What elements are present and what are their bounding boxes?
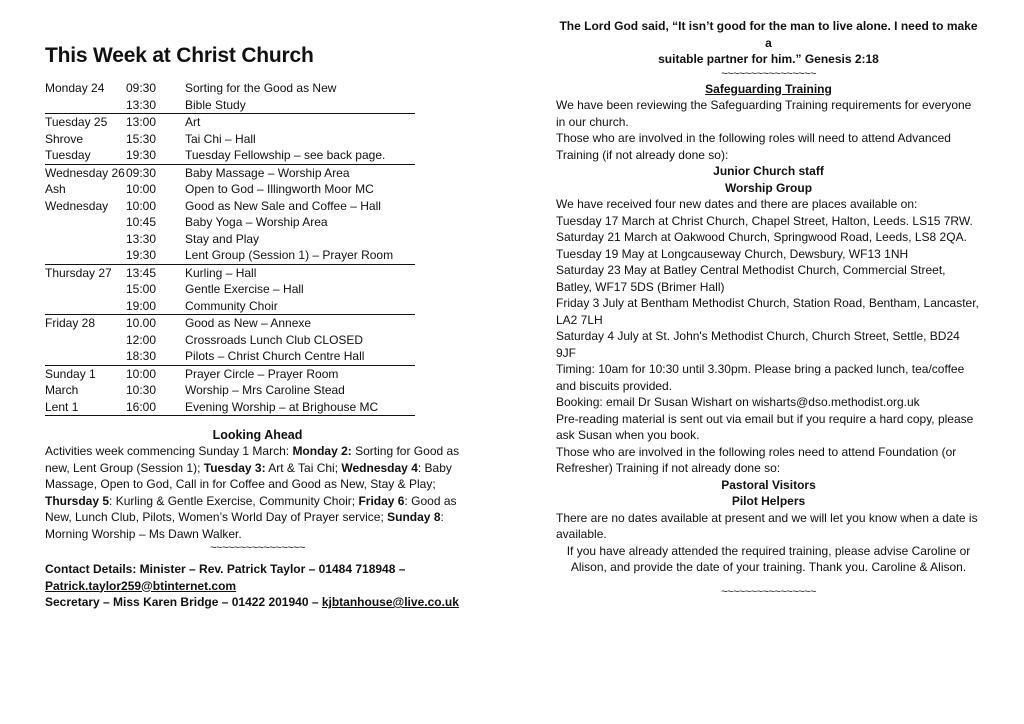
- right-page: [556, 18, 981, 599]
- schedule-time: 10:00: [126, 366, 157, 381]
- dates-intro: We have received four new dates and there are places available on:: [556, 197, 918, 211]
- schedule-day: Tuesday 25: [45, 115, 108, 129]
- schedule-event: Baby Yoga – Worship Area: [185, 215, 328, 229]
- booking-text: Booking: email Dr Susan Wishart on wisharts@dso.methodist.org.uk: [556, 395, 920, 409]
- day-label: Sunday 8: [387, 510, 441, 524]
- training-date: Saturday 23 May at Batley Central Methodist Church, Commercial Street, Batley, WF17 5DS (Brimer Hall): [556, 263, 946, 294]
- schedule-row: [45, 164, 415, 181]
- schedule-day: [45, 332, 126, 349]
- role-worship-group: Worship Group: [724, 180, 813, 195]
- schedule-day: Shrove: [45, 131, 84, 146]
- training-date: Saturday 21 March at Oakwood Church, Springwood Road, Leeds, LS8 2QA.: [556, 230, 967, 244]
- safeguarding-heading: Safeguarding Training: [705, 81, 832, 96]
- schedule-event: Open to God – Illingworth Moor MC: [185, 182, 374, 196]
- looking-ahead-text: [45, 443, 470, 542]
- schedule-time: 16:00: [126, 399, 185, 416]
- schedule-time: 13:00: [126, 115, 157, 129]
- schedule-event: Gentle Exercise – Hall: [185, 282, 304, 296]
- schedule-row: [45, 247, 415, 264]
- looking-ahead-heading: Looking Ahead: [212, 428, 303, 442]
- schedule-day: Tuesday: [45, 147, 126, 164]
- schedule-event: Worship – Mrs Caroline Stead: [185, 383, 345, 397]
- schedule-event: Pilots – Christ Church Centre Hall: [185, 348, 415, 365]
- role-pastoral-visitors: Pastoral Visitors: [721, 477, 816, 492]
- schedule-time: 13:30: [126, 97, 185, 114]
- schedule-event: Community Choir: [185, 298, 415, 315]
- schedule-day: [45, 348, 126, 365]
- schedule-row: [45, 382, 415, 399]
- role-pilot-helpers: Pilot Helpers: [731, 494, 806, 508]
- verse-line-2: suitable partner for him.” Genesis 2:18: [658, 52, 879, 66]
- schedule-time: 10:00: [126, 182, 157, 196]
- training-date: Friday 3 July at Bentham Methodist Church, Station Road, Bentham, Lancaster, LA2 7LH: [556, 296, 979, 327]
- verse-line-1: The Lord God said, “It isn’t good for the man to live alone. I need to make a: [559, 19, 978, 50]
- schedule-time: 13:30: [126, 231, 157, 246]
- day-label: Thursday 5: [45, 493, 110, 508]
- day-label: Friday 6: [358, 493, 405, 508]
- weekly-schedule-table: [45, 80, 415, 416]
- schedule-event: Lent Group (Session 1) – Prayer Room: [185, 247, 415, 264]
- intro-text: We have been reviewing the Safeguarding Training requirements for everyone in our church.: [556, 98, 972, 129]
- schedule-row: [45, 131, 415, 148]
- schedule-day: Monday 24: [45, 81, 105, 95]
- schedule-time: 10:45: [126, 215, 157, 229]
- schedule-event: Tuesday Fellowship – see back page.: [185, 147, 415, 164]
- day-label: Wednesday 4: [341, 460, 418, 475]
- minister-email-link[interactable]: Patrick.taylor259@btinternet.com: [45, 578, 237, 593]
- schedule-time: 15:30: [126, 131, 157, 146]
- schedule-day: Sunday 1: [45, 366, 96, 381]
- schedule-day: [45, 247, 126, 264]
- schedule-event: Bible Study: [185, 97, 415, 114]
- activity-text: : Good as New, Lunch Club, Pilots, Women’s World Day of Prayer service;: [45, 493, 457, 524]
- foundation-training-text: Those who are involved in the following roles need to attend Foundation (or Refresher) Training if not already done so:: [556, 444, 957, 475]
- schedule-event: Tai Chi – Hall: [185, 131, 256, 146]
- activity-text: Activities week commencing Sunday 1 March:: [45, 444, 293, 458]
- schedule-day: Wednesday: [45, 198, 109, 213]
- schedule-row: [45, 332, 415, 349]
- schedule-time: 19:30: [126, 147, 185, 164]
- training-dates-list: [556, 213, 981, 362]
- contact-minister-line: Contact Details: Minister – Rev. Patrick Taylor – 01484 718948 –: [45, 562, 406, 576]
- schedule-time: 13:45: [126, 265, 157, 280]
- schedule-time: 18:30: [126, 348, 185, 365]
- training-date: Saturday 4 July at St. John's Methodist Church, Church Street, Settle, BD24 9JF: [556, 329, 960, 360]
- schedule-time: 10:30: [126, 383, 157, 397]
- schedule-event: Sorting for the Good as New: [185, 81, 337, 95]
- divider: ~~~~~~~~~~~~~~~~: [721, 67, 816, 80]
- schedule-event: Good as New – Annexe: [185, 316, 312, 330]
- schedule-day: Lent 1: [45, 399, 126, 416]
- schedule-day: Ash: [45, 182, 66, 196]
- prereading-text: Pre-reading material is sent out via email but if you require a hard copy, please ask Susan when you book.: [556, 411, 974, 442]
- training-date: Tuesday 19 May at Longcauseway Church, Dewsbury, WF13 1NH: [556, 246, 909, 261]
- schedule-time: 09:30: [126, 81, 157, 95]
- schedule-event: Evening Worship – at Brighouse MC: [185, 399, 415, 416]
- day-label: Monday 2:: [292, 444, 352, 458]
- schedule-day: [45, 214, 126, 231]
- secretary-text: Secretary – Miss Karen Bridge – 01422 201940 –: [45, 595, 322, 609]
- schedule-day: Friday 28: [45, 316, 96, 330]
- contact-details: [45, 561, 470, 611]
- schedule-time: 10.00: [126, 316, 157, 330]
- closing-text: If you have already attended the required training, please advise Caroline or Alison, and provide the date of your training. Thank you. Caroline & Alison.: [566, 543, 971, 574]
- schedule-day: [45, 281, 126, 298]
- schedule-time: 19:30: [126, 247, 185, 264]
- activity-text: Art & Tai Chi;: [265, 460, 342, 475]
- schedule-row: [45, 198, 415, 215]
- schedule-row: [45, 80, 415, 97]
- schedule-event: Good as New Sale and Coffee – Hall: [185, 198, 381, 213]
- schedule-time: 10:00: [126, 198, 157, 213]
- schedule-row: [45, 281, 415, 298]
- schedule-time: 15:00: [126, 282, 157, 296]
- advanced-training-text: Those who are involved in the following roles will need to attend Advanced Training (if not already done so):: [556, 131, 951, 162]
- left-page: [45, 44, 470, 611]
- secretary-email-link[interactable]: kjbtanhouse@live.co.uk: [321, 595, 459, 609]
- bible-verse: [556, 18, 981, 68]
- schedule-row: [45, 147, 415, 164]
- schedule-day: March: [45, 383, 79, 397]
- schedule-row: [45, 181, 415, 198]
- activity-text: : Morning Worship – Ms Dawn Walker.: [45, 510, 444, 541]
- schedule-row: [45, 365, 415, 382]
- timing-text: Timing: 10am for 10:30 until 3.30pm. Please bring a packed lunch, tea/coffee and biscuits provided.: [556, 362, 965, 393]
- schedule-event: Art: [185, 115, 201, 129]
- activity-text: : Kurling & Gentle Exercise, Community Choir;: [109, 493, 359, 508]
- schedule-row: [45, 399, 415, 416]
- schedule-time: 12:00: [126, 332, 157, 347]
- schedule-day: [45, 298, 126, 315]
- schedule-time: 19:00: [126, 298, 185, 315]
- schedule-event: Prayer Circle – Prayer Room: [185, 366, 339, 381]
- schedule-event: Crossroads Lunch Club CLOSED: [185, 332, 364, 347]
- schedule-event: Baby Massage – Worship Area: [185, 165, 350, 180]
- schedule-row: [45, 298, 415, 315]
- schedule-day: Wednesday 26: [45, 165, 125, 180]
- schedule-row: [45, 97, 415, 114]
- schedule-day: [45, 97, 126, 114]
- contact-secretary-line: [45, 594, 470, 611]
- schedule-time: 09:30: [126, 165, 157, 180]
- activity-text: Sorting for Good as new, Lent Group (Session 1);: [45, 444, 460, 475]
- schedule-row: [45, 214, 415, 231]
- schedule-row: [45, 348, 415, 365]
- schedule-body: [45, 80, 415, 416]
- activity-text: : Baby Massage, Open to God, Call in for Coffee and Good as New, Stay & Play;: [45, 460, 452, 491]
- schedule-row: [45, 114, 415, 131]
- divider: ~~~~~~~~~~~~~~~~: [210, 542, 305, 554]
- schedule-day: Thursday 27: [45, 265, 112, 280]
- schedule-row: [45, 264, 415, 281]
- day-label: Tuesday 3:: [203, 460, 266, 475]
- no-dates-text: There are no dates available at present and we will let you know when a date is available.: [556, 510, 978, 541]
- schedule-row: [45, 315, 415, 332]
- schedule-day: [45, 231, 126, 248]
- end-divider: ~~~~~~~~~~~~~~~~: [721, 585, 816, 598]
- schedule-event: Stay and Play: [185, 231, 260, 246]
- page-title: This Week at Christ Church: [45, 44, 314, 67]
- schedule-event: Kurling – Hall: [185, 265, 257, 280]
- role-junior-church: Junior Church staff: [713, 164, 824, 178]
- training-date: Tuesday 17 March at Christ Church, Chapel Street, Halton, Leeds. LS15 7RW.: [556, 213, 973, 228]
- schedule-row: [45, 231, 415, 248]
